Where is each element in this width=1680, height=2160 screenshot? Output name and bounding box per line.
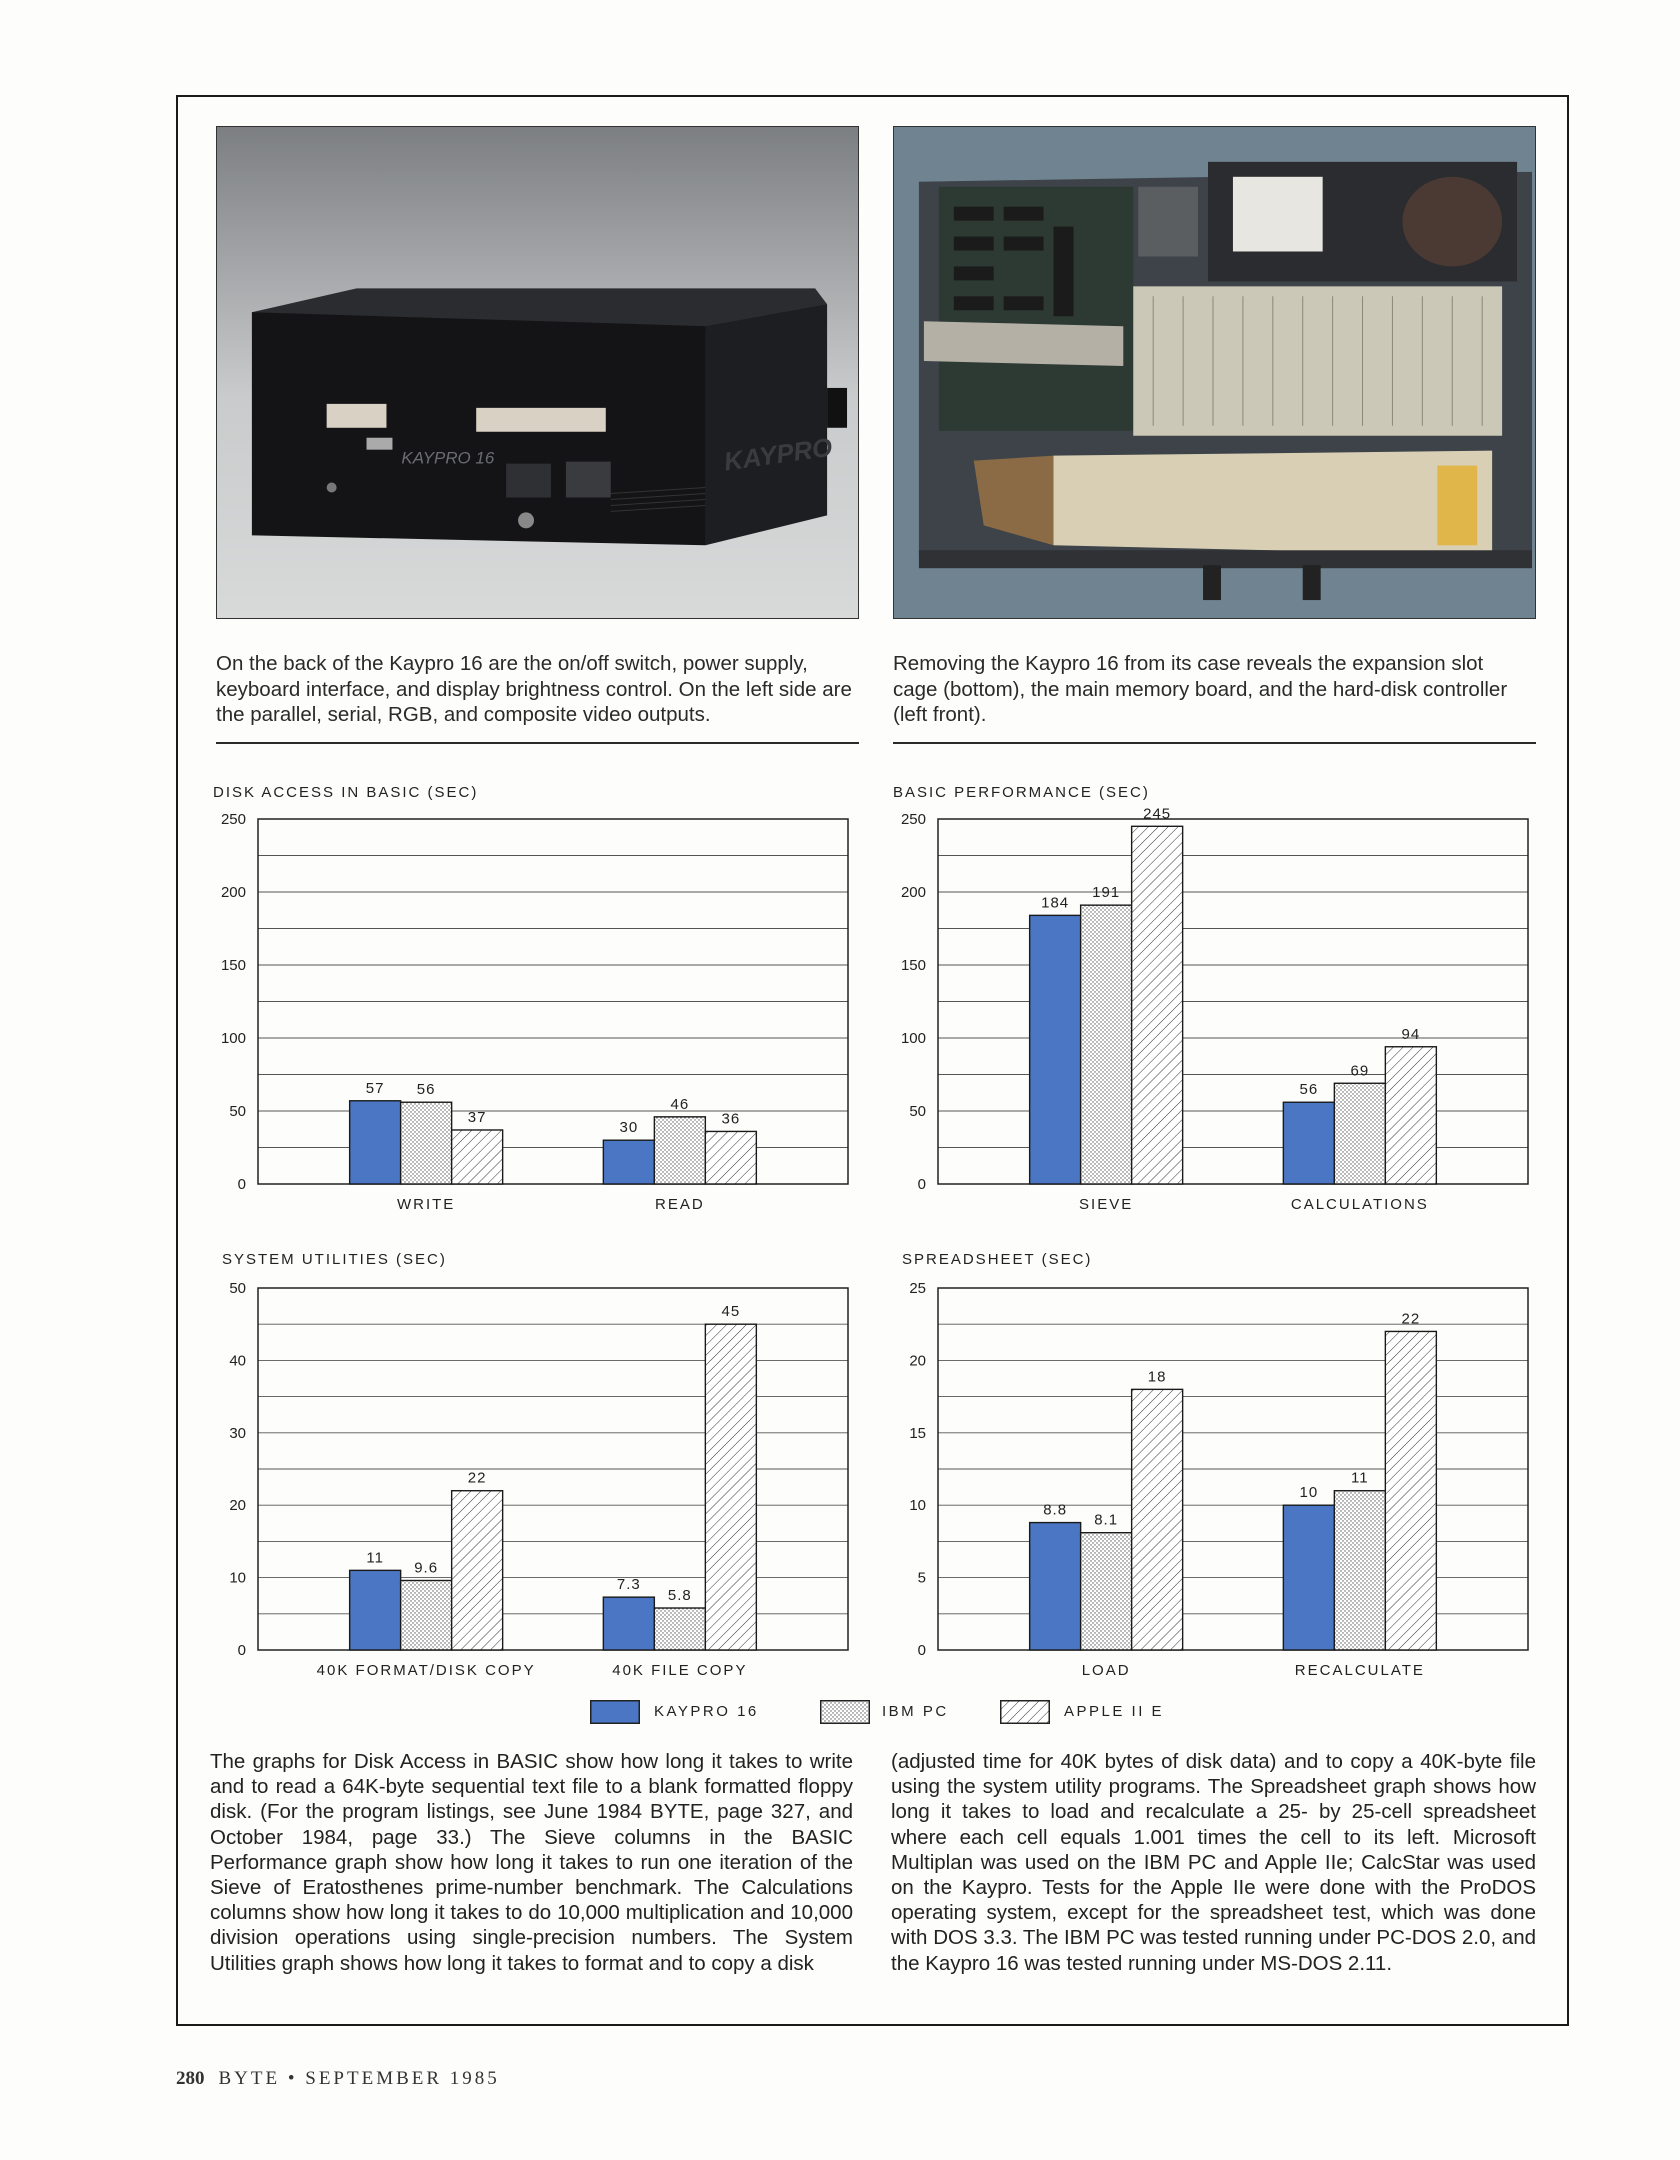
- chart-system-utilities: [198, 1251, 858, 1690]
- bar-value-label: 11: [1351, 1469, 1369, 1487]
- bar-value-label: 8.1: [1094, 1511, 1119, 1529]
- bar-value-label: 5.8: [667, 1587, 692, 1605]
- legend-swatch-apple: [1000, 1700, 1050, 1724]
- chart-area: [229, 1280, 848, 1679]
- bar-ibm: [1081, 1533, 1132, 1650]
- legend-swatch-kaypro: [590, 1700, 640, 1724]
- bar-apple: [1132, 826, 1183, 1184]
- chart-title: DISK ACCESS IN BASIC (SEC): [213, 784, 479, 801]
- y-tick-label: 40: [229, 1352, 246, 1370]
- photo-kaypro-logo: KAYPRO 16: [401, 448, 495, 468]
- y-tick-label: 0: [237, 1176, 246, 1193]
- bar-apple: [1132, 1389, 1183, 1650]
- bar-ibm: [1334, 1083, 1385, 1184]
- bar-value-label: 9.6: [414, 1559, 439, 1577]
- bar-value-label: 45: [721, 1303, 741, 1321]
- chart-area: [901, 805, 1528, 1213]
- y-tick-label: 5: [917, 1569, 926, 1587]
- bar-value-label: 22: [1401, 1310, 1421, 1328]
- bar-apple: [452, 1130, 503, 1184]
- bar-ibm: [1334, 1491, 1385, 1650]
- chart-basic-performance: [878, 784, 1538, 1224]
- page-footer: [176, 2068, 500, 2090]
- y-tick-label: 100: [220, 1030, 246, 1047]
- y-tick-label: 250: [220, 811, 246, 828]
- chart-area: [221, 811, 848, 1213]
- bar-value-label: 36: [721, 1110, 741, 1128]
- y-tick-label: 150: [900, 957, 926, 974]
- x-category-label: WRITE: [396, 1196, 456, 1213]
- y-tick-label: 50: [229, 1280, 246, 1297]
- bar-kaypro: [1030, 1523, 1081, 1650]
- y-tick-label: 20: [909, 1352, 926, 1370]
- bar-kaypro: [1283, 1505, 1334, 1650]
- bar-apple: [705, 1131, 756, 1184]
- y-tick-label: 25: [909, 1280, 926, 1297]
- chart-disk-access: [198, 784, 858, 1224]
- bar-value-label: 46: [670, 1095, 690, 1113]
- y-tick-label: 0: [917, 1176, 926, 1193]
- bar-apple: [1385, 1047, 1436, 1184]
- bar-value-label: 191: [1092, 884, 1121, 902]
- bar-value-label: 94: [1401, 1025, 1421, 1043]
- magazine-issue: BYTE • SEPTEMBER 1985: [218, 2068, 500, 2089]
- bar-apple: [1385, 1331, 1436, 1650]
- bar-value-label: 37: [467, 1108, 487, 1126]
- caption-rule-right: [893, 742, 1536, 744]
- bar-kaypro: [350, 1570, 401, 1650]
- x-category-label: RECALCULATE: [1294, 1662, 1425, 1679]
- bar-value-label: 184: [1041, 894, 1070, 912]
- bar-value-label: 7.3: [616, 1576, 641, 1594]
- legend-label-kaypro: KAYPRO 16: [654, 1703, 759, 1720]
- photo-caption-left: On the back of the Kaypro 16 are the on/off switch, power supply, keyboard interface, and display brightness control. On the left side are the parallel, serial, RGB, and composite video outputs.: [216, 652, 852, 726]
- bar-value-label: 57: [365, 1079, 385, 1097]
- chart-area: [909, 1280, 1528, 1679]
- y-tick-label: 20: [229, 1497, 246, 1515]
- bar-value-label: 245: [1143, 805, 1172, 823]
- chart-plot: [198, 1272, 858, 1690]
- bar-ibm: [401, 1102, 452, 1184]
- photo-kaypro-back: [216, 126, 859, 619]
- bar-ibm: [1081, 905, 1132, 1184]
- bar-kaypro: [350, 1101, 401, 1184]
- x-category-label: LOAD: [1081, 1662, 1131, 1679]
- body-text-left: The graphs for Disk Access in BASIC show how long it takes to write and to read a 64K-byte sequential text file to a blank formatted floppy disk. (For the program listings, see June 1984 BYTE, page 327, and October 1984, page 33.) The Sieve columns in the BASIC Performance graph show how long it takes to run one iteration of the Sieve of Eratosthenes prime-number benchmark. The Calculations columns show how long it takes to do 10,000 multiplication and 10,000 division operations using single-precision numbers. The System Utilities graph shows how long it takes to format and to copy a disk: [210, 1750, 853, 1975]
- y-tick-label: 50: [229, 1103, 246, 1120]
- y-tick-label: 30: [229, 1424, 246, 1442]
- bar-apple: [705, 1324, 756, 1650]
- bar-ibm: [654, 1117, 705, 1184]
- y-tick-label: 100: [900, 1030, 926, 1047]
- chart-title: SYSTEM UTILITIES (SEC): [222, 1251, 447, 1268]
- bar-value-label: 30: [619, 1119, 639, 1137]
- bar-apple: [452, 1491, 503, 1650]
- bar-value-label: 10: [1299, 1484, 1319, 1502]
- y-tick-label: 0: [917, 1642, 926, 1659]
- photo-kaypro-brand: KAYPRO: [722, 433, 835, 477]
- bar-value-label: 69: [1350, 1062, 1370, 1080]
- x-category-label: 40K FILE COPY: [612, 1662, 748, 1679]
- y-tick-label: 200: [220, 884, 246, 901]
- bar-ibm: [401, 1580, 452, 1650]
- bar-kaypro: [1283, 1102, 1334, 1184]
- chart-title: SPREADSHEET (SEC): [902, 1251, 1093, 1268]
- bar-kaypro: [603, 1140, 654, 1184]
- y-tick-label: 250: [900, 811, 926, 828]
- chart-spreadsheet: [878, 1251, 1538, 1690]
- x-category-label: 40K FORMAT/DISK COPY: [316, 1662, 536, 1679]
- chart-plot: [878, 1272, 1538, 1690]
- bar-kaypro: [603, 1597, 654, 1650]
- body-text-right: (adjusted time for 40K bytes of disk data) and to copy a 40K-byte file using the system utility programs. The Spreadsheet graph shows how long it takes to load and recalculate a 25- by 25-cell spreadsheet where each cell equals 1.001 times the cell to its left. Microsoft Multiplan was used on the IBM PC and Apple IIe; CalcStar was used on the Kaypro. Tests for the Apple IIe were done with the ProDOS operating system, except for the spreadsheet test, which was done with DOS 3.3. The IBM PC was tested running under PC-DOS 2.0, and the Kaypro 16 was tested running under MS-DOS 2.11.: [891, 1750, 1536, 1975]
- y-tick-label: 50: [909, 1103, 926, 1120]
- y-tick-label: 150: [220, 957, 246, 974]
- photo-kaypro-internals: [893, 126, 1536, 619]
- photo-caption-right: Removing the Kaypro 16 from its case reveals the expansion slot cage (bottom), the main memory board, and the hard-disk controller (left front).: [893, 652, 1508, 726]
- bar-value-label: 22: [467, 1469, 487, 1487]
- chart-plot: [198, 803, 858, 1224]
- page-number: 280: [176, 2068, 205, 2089]
- bar-value-label: 56: [1299, 1081, 1319, 1099]
- bar-kaypro: [1030, 915, 1081, 1184]
- bar-value-label: 8.8: [1043, 1501, 1068, 1519]
- y-tick-label: 200: [900, 884, 926, 901]
- y-tick-label: 10: [229, 1569, 246, 1587]
- bar-value-label: 18: [1147, 1368, 1167, 1386]
- x-category-label: READ: [655, 1196, 705, 1213]
- y-tick-label: 15: [909, 1424, 926, 1442]
- caption-rule-left: [216, 742, 859, 744]
- x-category-label: SIEVE: [1079, 1196, 1134, 1213]
- bar-ibm: [654, 1608, 705, 1650]
- legend-swatch-ibm: [820, 1700, 870, 1724]
- legend-label-apple: APPLE II E: [1064, 1703, 1165, 1720]
- x-category-label: CALCULATIONS: [1290, 1196, 1429, 1213]
- y-tick-label: 0: [237, 1642, 246, 1659]
- chart-plot: [878, 803, 1538, 1224]
- legend-label-ibm: IBM PC: [882, 1703, 949, 1720]
- chart-title: BASIC PERFORMANCE (SEC): [893, 784, 1150, 801]
- y-tick-label: 10: [909, 1497, 926, 1515]
- bar-value-label: 56: [416, 1081, 436, 1099]
- bar-value-label: 11: [366, 1549, 384, 1567]
